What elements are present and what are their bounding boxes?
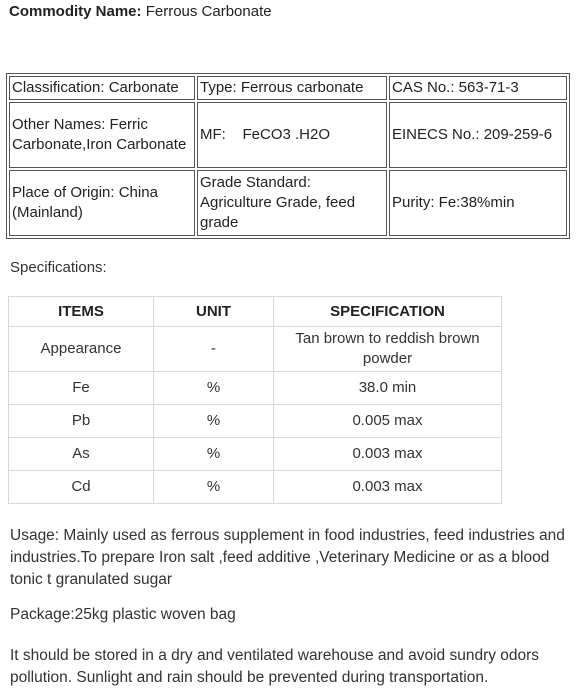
- item-cell: Pb: [9, 405, 154, 438]
- table-row: [9, 327, 502, 372]
- commodity-name-label: Commodity Name:: [9, 3, 142, 20]
- einecs-cell: EINECS No.: 209-259-6: [389, 102, 567, 168]
- unit-header: UNIT: [154, 297, 274, 327]
- item-cell: Cd: [9, 471, 154, 504]
- specifications-table: [8, 296, 502, 504]
- table-row: [9, 471, 502, 504]
- spec-cell: 0.003 max: [274, 438, 502, 471]
- cas-cell: CAS No.: 563-71-3: [389, 76, 567, 100]
- usage-paragraph: Usage: Mainly used as ferrous supplement in food industries, feed industries and industries.To prepare Iron salt ,feed additive ,Veterinary Medicine or as a blood tonic t granulated sugar: [10, 527, 565, 588]
- grade-cell: Grade Standard: Agriculture Grade, feed grade: [197, 170, 387, 236]
- specifications-heading: Specifications:: [10, 259, 107, 276]
- commodity-name-value: Ferrous Carbonate: [141, 3, 272, 20]
- items-header: ITEMS: [9, 297, 154, 327]
- package-paragraph: Package:25kg plastic woven bag: [10, 606, 236, 623]
- table-row: [9, 438, 502, 471]
- spec-cell: 0.003 max: [274, 471, 502, 504]
- spec-cell: 0.005 max: [274, 405, 502, 438]
- classification-cell: Classification: Carbonate: [9, 76, 195, 100]
- spec-header-row: [9, 297, 502, 327]
- spec-cell: Tan brown to reddish brown powder: [274, 327, 502, 372]
- info-row: [9, 170, 567, 236]
- table-row: [9, 405, 502, 438]
- table-row: [9, 372, 502, 405]
- other-names-cell: Other Names: Ferric Carbonate,Iron Carbonate: [9, 102, 195, 168]
- type-cell: Type: Ferrous carbonate: [197, 76, 387, 100]
- item-cell: Appearance: [9, 327, 154, 372]
- commodity-title: [9, 3, 272, 20]
- spec-cell: 38.0 min: [274, 372, 502, 405]
- specification-header: SPECIFICATION: [274, 297, 502, 327]
- mf-cell: MF: FeCO3 .H2O: [197, 102, 387, 168]
- info-row: [9, 76, 567, 100]
- unit-cell: %: [154, 405, 274, 438]
- unit-cell: -: [154, 327, 274, 372]
- item-cell: Fe: [9, 372, 154, 405]
- info-row: [9, 102, 567, 168]
- unit-cell: %: [154, 372, 274, 405]
- unit-cell: %: [154, 471, 274, 504]
- unit-cell: %: [154, 438, 274, 471]
- item-cell: As: [9, 438, 154, 471]
- purity-cell: Purity: Fe:38%min: [389, 170, 567, 236]
- product-info-table: [6, 73, 570, 239]
- origin-cell: Place of Origin: China (Mainland): [9, 170, 195, 236]
- storage-paragraph: It should be stored in a dry and ventilated warehouse and avoid sundry odors pollution. Sunlight and rain should be prevented during transportation.: [10, 647, 540, 686]
